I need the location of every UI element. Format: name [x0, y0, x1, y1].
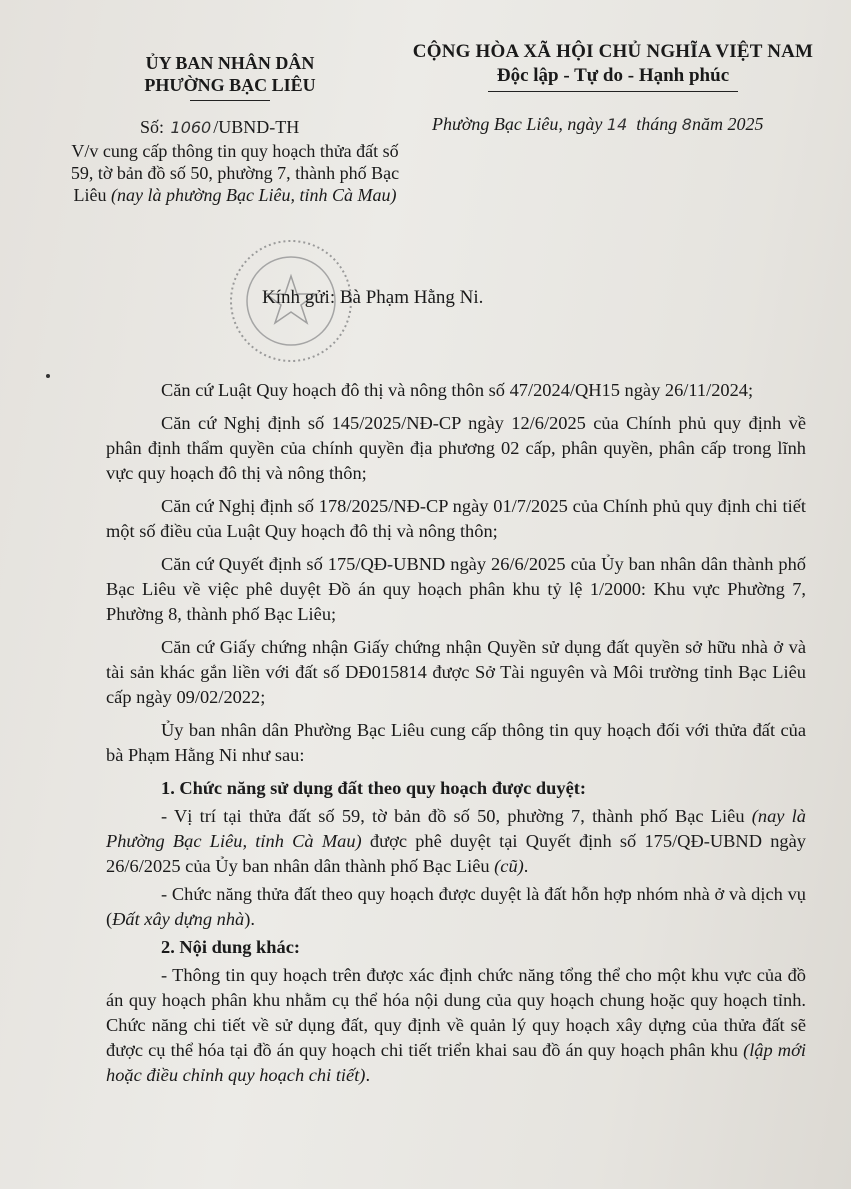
- date-month-label: tháng: [636, 114, 678, 134]
- document-number-suffix: /UBND-TH: [213, 117, 300, 137]
- nation-name: CỘNG HÒA XÃ HỘI CHỦ NGHĨA VIỆT NAM: [412, 41, 814, 62]
- authority-underline: [190, 100, 270, 101]
- section-2-item-1: - Thông tin quy hoạch trên được xác định chức năng tổng thể cho một khu vực của đồ án quy hoạch phân khu nhằm cụ thể hóa nội dung của quy hoạch chung hoặc quy hoạch tỉnh. Chức năng chi tiết về sử dụng đất, quy định về quản lý quy hoạch xây dựng của thửa đất sẽ được cụ thể hóa tại đồ án quy hoạch chi tiết triển khai sau đồ án quy hoạch phân khu (lập mới hoặc điều chỉnh quy hoạch chi tiết).: [106, 965, 806, 1085]
- section-2-heading: 2. Nội dung khác:: [161, 937, 300, 957]
- national-motto: [398, 40, 828, 92]
- subject-line: [70, 140, 400, 206]
- subject-text: V/v cung cấp thông tin quy hoạch thửa đất số 59, tờ bản đồ số 50, phường 7, thành phố Bạc Liêu: [70, 141, 400, 205]
- legal-basis-2: Căn cứ Nghị định số 145/2025/NĐ-CP ngày 12/6/2025 của Chính phủ quy định về phân định thẩm quyền của chính quyền địa phương 02 cấp, phân quyền, phân cấp trong lĩnh vực quy hoạch đô thị và nông thôn;: [106, 413, 806, 483]
- date-day-handwritten: 14: [606, 115, 628, 134]
- issuing-authority: [110, 52, 350, 101]
- legal-basis-4: Căn cứ Quyết định số 175/QĐ-UBND ngày 26/6/2025 của Ủy ban nhân dân thành phố Bạc Liêu về việc phê duyệt Đồ án quy hoạch phân khu tỷ lệ 1/2000: Khu vực Phường 7, Phường 8, thành phố Bạc Liêu;: [106, 554, 806, 624]
- margin-mark: [46, 374, 50, 378]
- recipient-greeting: Kính gửi: Bà Phạm Hằng Ni.: [262, 287, 484, 308]
- legal-basis-5: Căn cứ Giấy chứng nhận Giấy chứng nhận Quyền sử dụng đất quyền sở hữu nhà ở và tài sản khác gắn liền với đất số DĐ015814 được Sở Tài nguyên và Môi trường tỉnh Bạc Liêu cấp ngày 09/02/2022;: [106, 637, 806, 707]
- section-1-item-2: - Chức năng thửa đất theo quy hoạch được duyệt là đất hỗn hợp nhóm nhà ở và dịch vụ (Đất xây dựng nhà).: [106, 884, 806, 929]
- authority-name: ỦY BAN NHÂN DÂN: [145, 53, 315, 73]
- issue-date: [432, 114, 763, 135]
- section-1-heading: 1. Chức năng sử dụng đất theo quy hoạch được duyệt:: [161, 778, 586, 798]
- authority-ward: PHƯỜNG BẠC LIÊU: [144, 75, 316, 95]
- motto: Độc lập - Tự do - Hạnh phúc: [496, 65, 730, 86]
- legal-basis-3: Căn cứ Nghị định số 178/2025/NĐ-CP ngày 01/7/2025 của Chính phủ quy định chi tiết một số điều của Luật Quy hoạch đô thị và nông thôn;: [106, 496, 806, 541]
- date-month-handwritten: 8: [681, 115, 692, 134]
- document-number-label: Số:: [140, 117, 165, 137]
- motto-underline: [488, 91, 738, 92]
- document-body: [106, 378, 806, 1091]
- document-number-handwritten: 1060: [170, 118, 212, 137]
- date-year: năm 2025: [691, 114, 764, 134]
- intro-paragraph: Ủy ban nhân dân Phường Bạc Liêu cung cấp thông tin quy hoạch đối với thửa đất của bà Phạm Hằng Ni như sau:: [106, 720, 806, 765]
- legal-basis-1: Căn cứ Luật Quy hoạch đô thị và nông thôn số 47/2024/QH15 ngày 26/11/2024;: [161, 380, 754, 400]
- date-prefix: Phường Bạc Liêu, ngày: [432, 114, 603, 134]
- subject-text-italic: (nay là phường Bạc Liêu, tỉnh Cà Mau): [111, 185, 397, 205]
- document-number: [140, 117, 299, 138]
- section-1-item-1: - Vị trí tại thửa đất số 59, tờ bản đồ số 50, phường 7, thành phố Bạc Liêu (nay là Phường Bạc Liêu, tỉnh Cà Mau) được phê duyệt tại Quyết định số 175/QĐ-UBND ngày 26/6/2025 của Ủy ban nhân dân thành phố Bạc Liêu (cũ).: [106, 806, 806, 876]
